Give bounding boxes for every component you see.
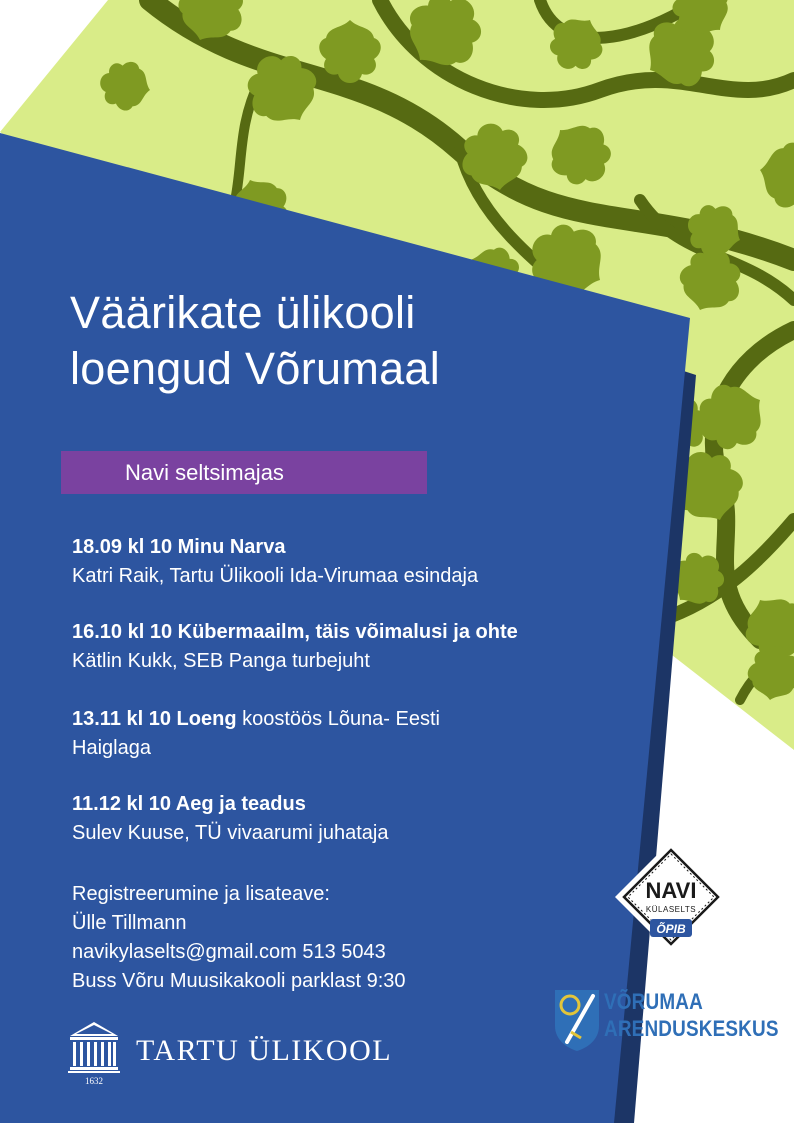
contact-heading: Registreerumine ja lisateave: <box>72 883 330 905</box>
vorumaa-arenduskeskus-name: VÕRUMAA ARENDUSKESKUS <box>604 989 779 1041</box>
title-line-1: Väärikate ülikooli <box>70 287 416 338</box>
event-title: 16.10 kl 10 Kübermaailm, täis võimalusi ja ohte <box>72 621 518 643</box>
navi-kulaselts-logo <box>612 838 730 956</box>
bus-info: Buss Võru Muusikakooli parklast 9:30 <box>72 970 406 992</box>
event-title: 13.11 kl 10 Loeng <box>72 708 237 730</box>
page-title <box>70 285 440 397</box>
event-title: 11.12 kl 10 Aeg ja teadus <box>72 793 306 815</box>
event-item <box>72 618 632 676</box>
navi-logo-subtitle: KÜLASELTS <box>645 905 697 914</box>
navi-logo-badge: ÕPIB <box>656 922 686 936</box>
contact-email-phone: navikylaselts@gmail.com 513 5043 <box>72 941 386 963</box>
title-line-2: loengud Võrumaal <box>70 343 441 394</box>
contact-person: Ülle Tillmann <box>72 912 187 934</box>
event-item <box>72 533 632 591</box>
event-title: 18.09 kl 10 Minu Narva <box>72 536 286 558</box>
navi-logo-word: NAVI <box>645 878 697 903</box>
venue-label: Navi seltsimajas <box>125 460 284 485</box>
event-speaker: Katri Raik, Tartu Ülikooli Ida-Virumaa esindaja <box>72 565 479 587</box>
tartu-ulikool-logo-icon <box>68 1020 120 1088</box>
vorumaa-crest-icon <box>553 988 601 1052</box>
event-speaker: Haiglaga <box>72 737 151 759</box>
founding-year: 1632 <box>85 1076 103 1086</box>
event-description: koostöös Lõuna- Eesti <box>236 708 440 730</box>
event-speaker: Kätlin Kukk, SEB Panga turbejuht <box>72 650 370 672</box>
event-item <box>72 790 632 848</box>
tartu-ulikool-name: TARTU ÜLIKOOL <box>136 1034 393 1067</box>
event-item <box>72 705 632 763</box>
event-speaker: Sulev Kuuse, TÜ vivaarumi juhataja <box>72 822 389 844</box>
contact-info <box>72 880 406 996</box>
